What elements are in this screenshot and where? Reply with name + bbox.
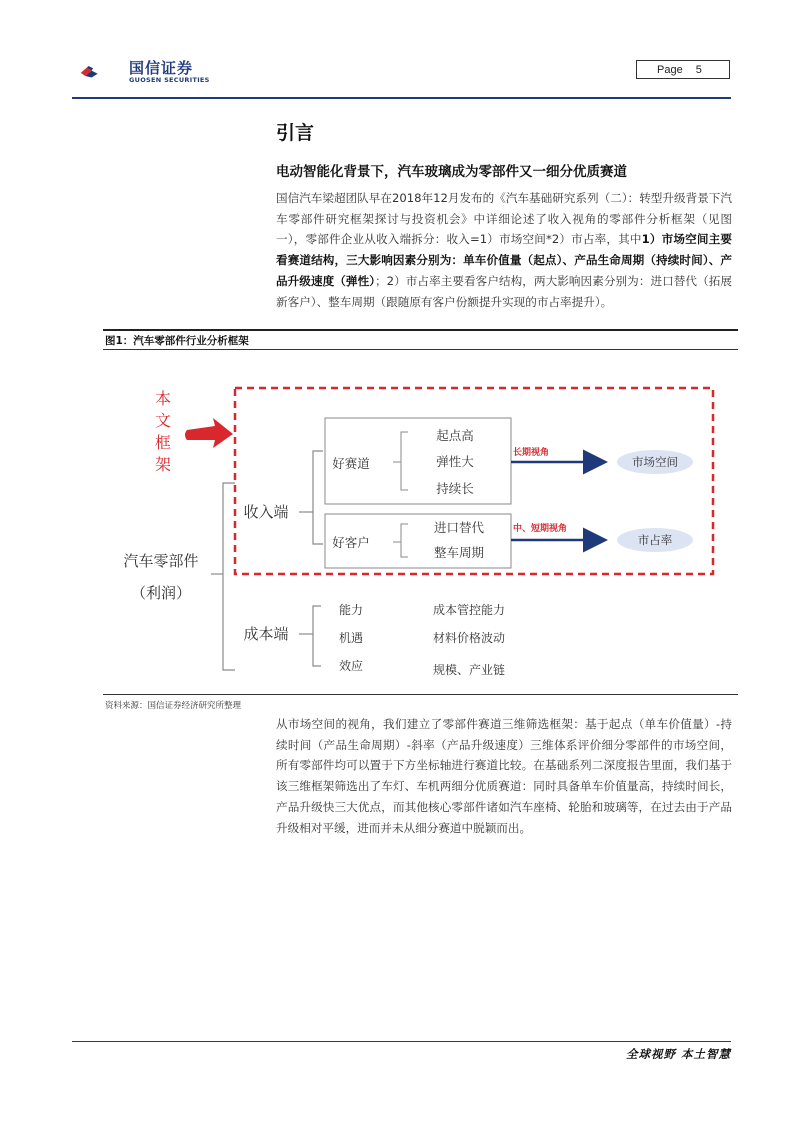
long-view-label: 长期视角: [513, 448, 550, 458]
this-framework-char-4: 架: [154, 455, 172, 474]
intro-part2: ；2）市占率主要看客户结构，两大影响因素分别为：进口替代（拓展新客户）、整车周期（跟随原有客户份额提升实现的市占率提升）。: [276, 273, 732, 309]
root-sublabel: （利润）: [130, 584, 192, 602]
good-client-item-2: 整车周期: [433, 545, 485, 560]
good-client-item-1: 进口替代: [433, 520, 485, 535]
cost-left-1: 能力: [339, 603, 364, 617]
this-framework-char-3: 框: [154, 433, 172, 452]
cost-label: 成本端: [243, 625, 289, 643]
figure-rule-top: [103, 329, 738, 331]
logo-text-en: GUOSEN SECURITIES: [129, 76, 210, 84]
framework-diagram: [103, 352, 738, 692]
cost-right-2: 材料价格波动: [433, 631, 506, 645]
logo-text-cn: 国信证券: [129, 59, 194, 77]
this-framework-char-1: 本: [154, 389, 172, 408]
market-share-label: 市占率: [637, 533, 673, 547]
good-track-label: 好赛道: [332, 456, 370, 471]
intro-bold: 1）市场空间主要看赛道结构，三大影响因素分别为：单车价值量（起点）、产品生命周期（持续时间）、产品升级速度（弹性）: [276, 232, 732, 288]
market-space-label: 市场空间: [632, 455, 678, 469]
section-title: 引言: [276, 122, 315, 144]
root-bracket: [223, 483, 235, 670]
figure-caption: 图1：汽车零部件行业分析框架: [105, 335, 249, 347]
footer-rule: [72, 1041, 731, 1042]
cost-right-3: 规模、产业链: [433, 663, 506, 677]
cost-left-3: 效应: [339, 659, 364, 673]
subheading: 电动智能化背景下，汽车玻璃成为零部件又一细分优质赛道: [276, 164, 627, 180]
page-indicator: [636, 60, 730, 79]
body-paragraph-2: 从市场空间的视角，我们建立了零部件赛道三维筛选框架：基于起点（单车价值量）-持续时间（产品生命周期）-斜率（产品升级速度）三维体系评价细分零部件的市场空间，所有零部件均可以置于下方坐标轴进行赛道比较。在基础系列二深度报告里面，我们基于该三维框架筛选出了车灯、车机两细分优质赛道：同时具备单车价值量高，持续时间长，产品升级快三大优点，而其他核心零部件诸如汽车座椅、轮胎和玻璃等，在过去由于产品升级相对平缓，进而并未从细分赛道中脱颖而出。: [276, 717, 732, 835]
figure-rule-mid: [103, 349, 738, 350]
good-client-label: 好客户: [332, 535, 370, 550]
revenue-label: 收入端: [243, 503, 289, 521]
page-label: Page: [657, 64, 683, 76]
header-rule: [72, 97, 731, 99]
root-label: 汽车零部件: [123, 552, 199, 570]
figure-rule-bottom: [103, 694, 738, 695]
cost-bracket: [313, 606, 321, 666]
intro-part1: 国信汽车梁超团队早在2018年12月发布的《汽车基础研究系列（二）：转型升级背景下汽车零部件研究框架探讨与投资机会》中详细论述了收入视角的零部件分析框架（见图一），零部件企业从收入端拆分：收入=1）市场空间*2）市占率，其中: [276, 191, 732, 247]
figure-source: 资料来源：国信证券经济研究所整理: [105, 701, 242, 711]
footer-slogan: 全球视野 本土智慧: [625, 1047, 731, 1061]
red-arrow-icon: [185, 418, 233, 448]
this-framework-char-2: 文: [154, 411, 172, 430]
intro-paragraph: [276, 188, 732, 312]
short-view-label: 中、短期视角: [513, 524, 568, 534]
good-track-item-3: 持续长: [436, 481, 474, 496]
revenue-bracket: [313, 451, 323, 544]
page-number: 5: [695, 64, 702, 76]
cost-right-1: 成本管控能力: [433, 603, 506, 617]
guosen-logo-icon: [80, 54, 130, 88]
cost-left-2: 机遇: [339, 631, 364, 645]
good-track-item-2: 弹性大: [436, 454, 474, 469]
good-track-item-1: 起点高: [436, 428, 474, 443]
